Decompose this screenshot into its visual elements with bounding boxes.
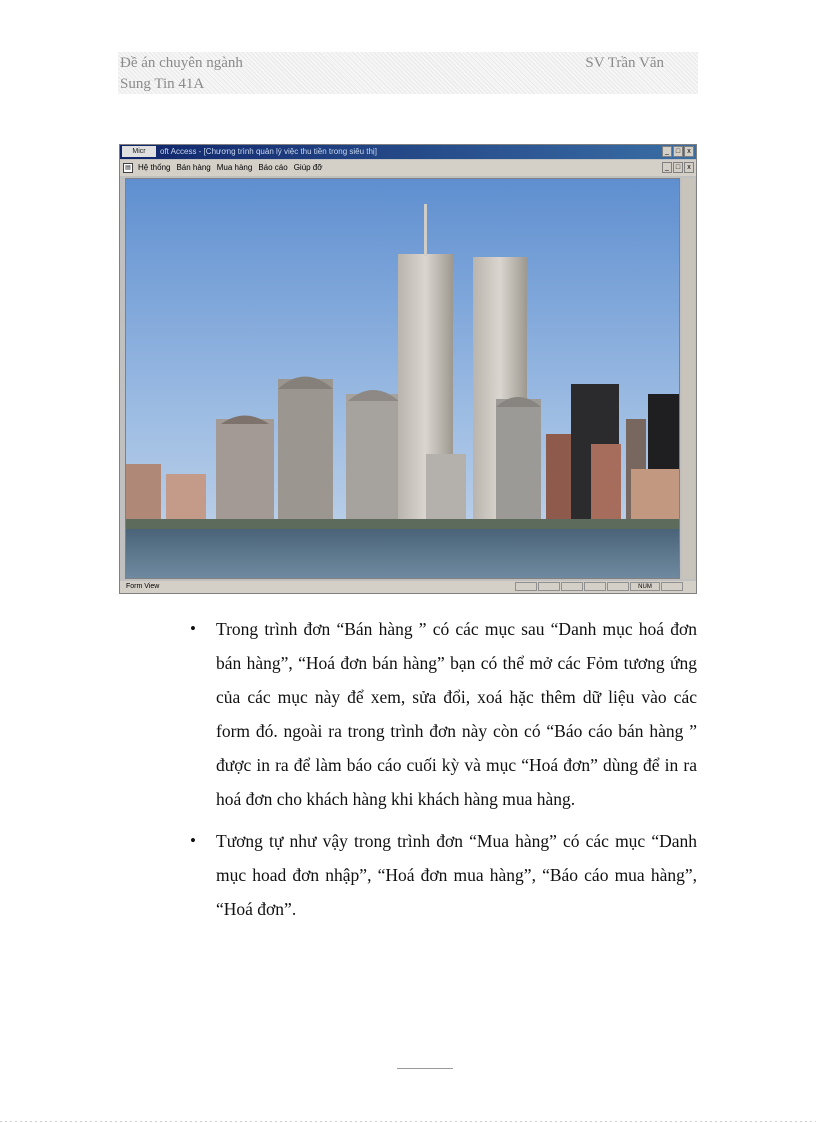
status-cell [538, 582, 560, 591]
header-right: SV Trần Văn [585, 55, 664, 71]
footer-rule [397, 1068, 453, 1069]
status-text: Form View [126, 583, 160, 590]
header-left: Đề án chuyên ngành [120, 55, 243, 71]
vertical-scrollbar[interactable] [682, 178, 695, 579]
status-bar [120, 581, 696, 593]
bullet-item: • Tương tự như vậy trong trình đơn “Mua hàng” có các mục “Danh mục hoad đơn nhập”, “Hoá đơn mua hàng”, “Báo cáo mua hàng”, “Hoá đơn”. [187, 824, 697, 926]
status-cell [561, 582, 583, 591]
menu-mua-hang[interactable]: Mua hàng [216, 163, 253, 172]
window-titlebar [120, 145, 696, 159]
menu-bar [120, 160, 696, 176]
access-app-icon: Micr [122, 146, 156, 157]
status-cell [584, 582, 606, 591]
status-indicators [515, 582, 683, 591]
menu-items [138, 160, 323, 176]
close-icon[interactable]: x [684, 146, 694, 157]
bullet-item: • Trong trình đơn “Bán hàng ” có các mục sau “Danh mục hoá đơn bán hàng”, “Hoá đơn bán hàng” bạn có thể mở các Fỏm tương ứng của các mục này để xem, sửa đổi, xoá hặc thêm dữ liệu vào các form đó. ngoài ra trong trình đơn này còn có “Báo cáo bán hàng ” được in ra để làm báo cáo cuối kỳ và mục “Hoá đơn” dùng để in ra hoá đơn cho khách hàng khi khách hàng mua hàng. [187, 612, 697, 816]
form-icon: ▤ [123, 163, 133, 173]
page-header [118, 52, 698, 94]
minimize-icon[interactable]: _ [662, 146, 672, 157]
menu-bao-cao[interactable]: Báo cáo [258, 163, 288, 172]
header-line2: Sung Tin 41A [120, 76, 205, 92]
child-maximize-icon[interactable]: □ [673, 162, 683, 173]
child-window-controls [662, 162, 694, 173]
status-num: NUM [630, 582, 660, 591]
access-window-screenshot [119, 144, 697, 594]
city-skyline-image [126, 179, 679, 578]
status-cell [661, 582, 683, 591]
child-close-icon[interactable]: x [684, 162, 694, 173]
page-bottom-border [0, 1121, 816, 1122]
window-title: oft Access - [Chương trình quản lý việc thu tiền trong siêu thị] [160, 147, 377, 156]
form-background-image [125, 178, 680, 579]
status-cell [515, 582, 537, 591]
maximize-icon[interactable]: □ [673, 146, 683, 157]
bullet-list [187, 612, 697, 934]
menu-giup-do[interactable]: Giúp đỡ [293, 163, 323, 172]
window-controls [662, 146, 694, 157]
child-minimize-icon[interactable]: _ [662, 162, 672, 173]
menu-he-thong[interactable]: Hệ thống [138, 163, 171, 172]
menu-ban-hang[interactable]: Bán hàng [176, 163, 211, 172]
status-cell [607, 582, 629, 591]
